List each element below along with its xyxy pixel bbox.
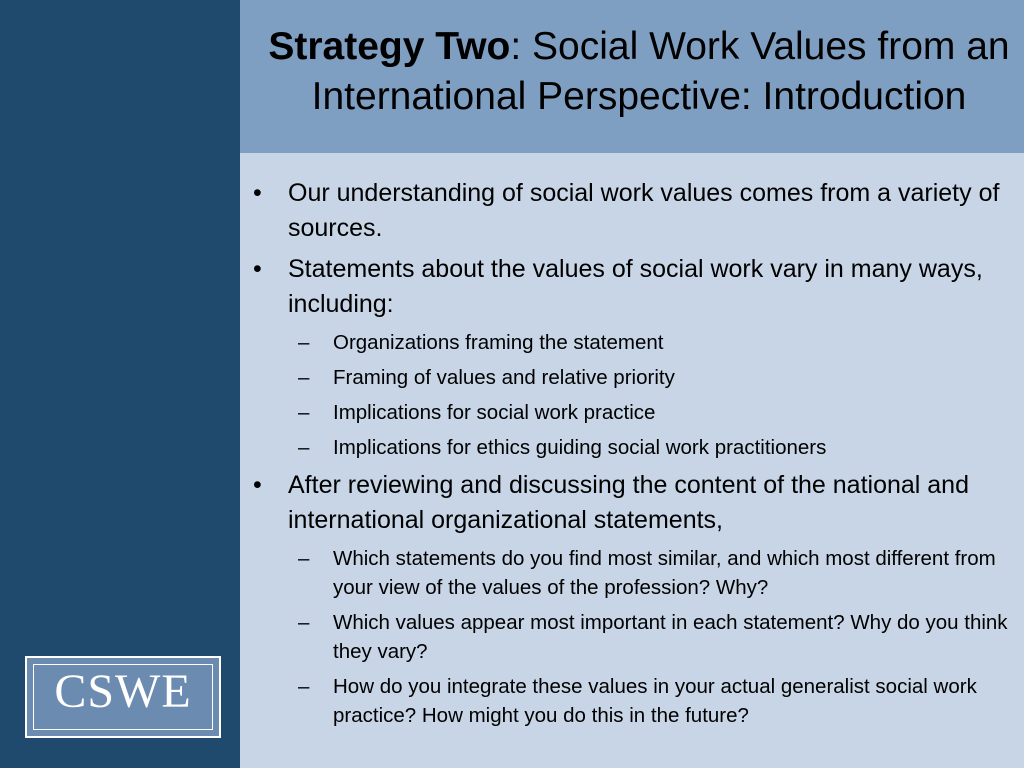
sub-bullet-text: Implications for social work practice [333,401,656,424]
sub-bullet-marker: – [298,611,310,634]
bullet-text: Our understanding of social work values comes from a variety of sources. [288,179,1000,242]
bullet-item [248,176,1016,246]
slide-title-rest: : Social Work Values from an International Perspective: Introduction [311,25,1010,118]
sub-bullet-item [248,363,1016,392]
sub-bullet-text: Implications for ethics guiding social work practitioners [333,436,827,459]
slide-title-bold: Strategy Two [268,25,511,68]
sub-bullet-item [248,608,1016,666]
sub-bullet-marker: – [298,366,310,389]
bullet-marker: • [253,255,262,283]
bullet-text: Statements about the values of social work vary in many ways, including: [288,255,983,318]
sub-bullet-text: Which statements do you find most similar, and which most different from your view of the values of the profession? Why? [333,547,996,599]
sub-bullet-text: Framing of values and relative priority [333,366,675,389]
sub-bullet-marker: – [298,547,310,570]
cswe-logo [25,656,221,738]
bullet-marker: • [253,471,262,499]
sub-bullet-item [248,544,1016,602]
sub-bullet-marker: – [298,675,310,698]
sub-bullet-text: How do you integrate these values in your actual generalist social work practice? How might you do this in the future? [333,675,977,727]
sub-bullet-item [248,398,1016,427]
sub-bullet-item [248,672,1016,730]
logo-text: CSWE [54,665,192,718]
left-sidebar-bar [0,0,240,768]
bullet-marker: • [253,179,262,207]
bullet-item [248,468,1016,538]
sub-bullet-marker: – [298,331,310,354]
slide-content [248,176,1016,736]
slide-title [258,22,1020,122]
sub-bullet-item [248,328,1016,357]
sub-bullet-item [248,433,1016,462]
sub-bullet-text: Organizations framing the statement [333,331,664,354]
sub-bullet-marker: – [298,401,310,424]
sub-bullet-text: Which values appear most important in each statement? Why do you think they vary? [333,611,1008,663]
bullet-text: After reviewing and discussing the content of the national and international organizational statements, [288,471,969,534]
sub-bullet-marker: – [298,436,310,459]
bullet-item [248,252,1016,322]
